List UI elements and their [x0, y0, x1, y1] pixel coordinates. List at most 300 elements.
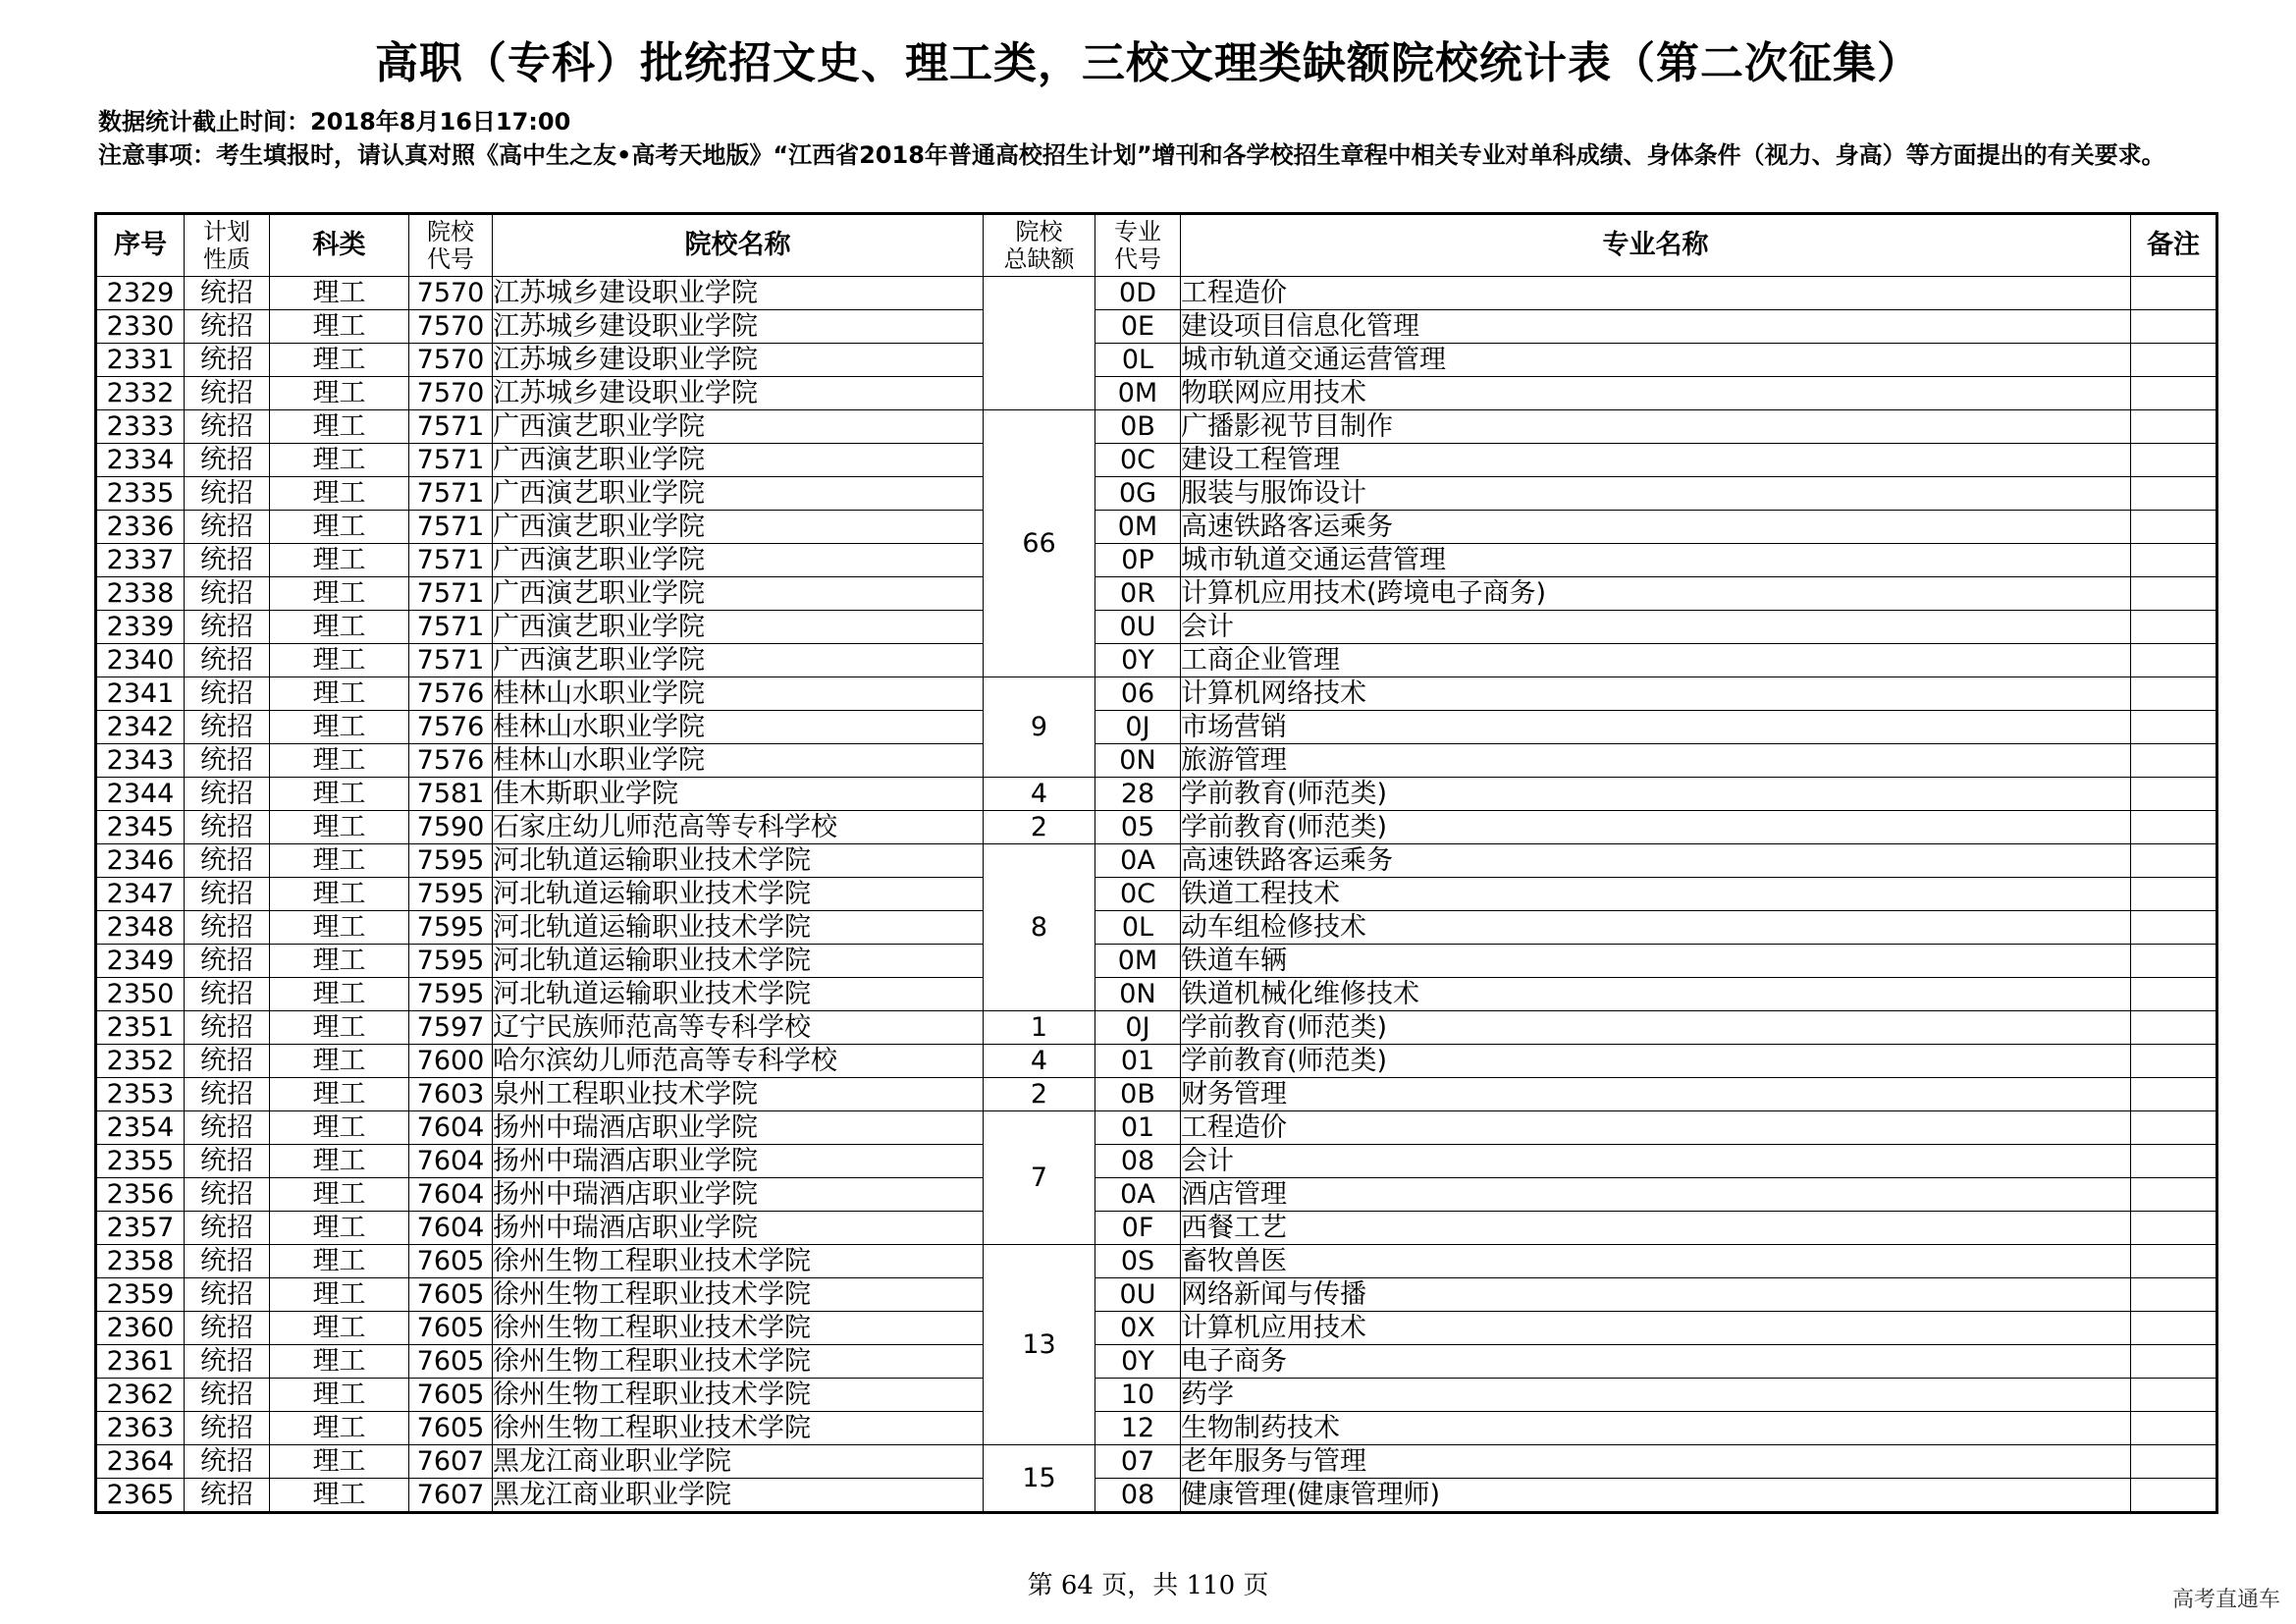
cell-plan: 统招 — [185, 1078, 270, 1111]
cell-seq: 2356 — [96, 1178, 185, 1212]
cell-school-code: 7571 — [409, 611, 493, 644]
cell-category: 理工 — [270, 1178, 409, 1212]
cell-plan: 统招 — [185, 1278, 270, 1312]
table-row — [96, 1078, 2217, 1111]
cell-seq: 2333 — [96, 410, 185, 444]
cell-vacancy: 13 — [984, 1245, 1095, 1445]
cell-category: 理工 — [270, 477, 409, 511]
cell-plan: 统招 — [185, 1445, 270, 1479]
cell-major-name: 畜牧兽医 — [1181, 1245, 2131, 1278]
cell-major-code: 08 — [1095, 1479, 1181, 1513]
cell-school-name: 江苏城乡建设职业学院 — [493, 310, 984, 344]
cell-major-code: 0B — [1095, 410, 1181, 444]
table-row — [96, 1479, 2217, 1513]
table-row — [96, 277, 2217, 310]
cell-remark — [2131, 1178, 2217, 1212]
cell-school-code: 7595 — [409, 844, 493, 878]
cell-plan: 统招 — [185, 277, 270, 310]
deadline-note: 数据统计截止时间：2018年8月16日17:00 — [98, 108, 571, 135]
cell-category: 理工 — [270, 744, 409, 778]
cell-remark — [2131, 577, 2217, 611]
cell-plan: 统招 — [185, 310, 270, 344]
table-row — [96, 1245, 2217, 1278]
cell-major-name: 动车组检修技术 — [1181, 911, 2131, 945]
cell-vacancy: 2 — [984, 811, 1095, 844]
table-row — [96, 544, 2217, 577]
cell-remark — [2131, 1078, 2217, 1111]
cell-remark — [2131, 1145, 2217, 1178]
cell-school-code: 7595 — [409, 945, 493, 978]
cell-major-code: 01 — [1095, 1111, 1181, 1145]
cell-major-code: 0Y — [1095, 1345, 1181, 1379]
cell-school-code: 7603 — [409, 1078, 493, 1111]
cell-plan: 统招 — [185, 377, 270, 410]
cell-school-name: 扬州中瑞酒店职业学院 — [493, 1145, 984, 1178]
cell-category: 理工 — [270, 544, 409, 577]
cell-major-code: 0E — [1095, 310, 1181, 344]
cell-major-name: 计算机网络技术 — [1181, 677, 2131, 711]
cell-seq: 2344 — [96, 778, 185, 811]
cell-major-code: 0M — [1095, 377, 1181, 410]
cell-school-name: 河北轨道运输职业技术学院 — [493, 911, 984, 945]
cell-plan: 统招 — [185, 978, 270, 1011]
cell-major-name: 城市轨道交通运营管理 — [1181, 344, 2131, 377]
cell-major-code: 0C — [1095, 878, 1181, 911]
cell-school-code: 7590 — [409, 811, 493, 844]
cell-category: 理工 — [270, 511, 409, 544]
cell-major-name: 学前教育(师范类) — [1181, 778, 2131, 811]
cell-school-name: 河北轨道运输职业技术学院 — [493, 844, 984, 878]
cell-plan: 统招 — [185, 1178, 270, 1212]
cell-category: 理工 — [270, 945, 409, 978]
header-category: 科类 — [270, 214, 409, 277]
cell-plan: 统招 — [185, 444, 270, 477]
cell-plan: 统招 — [185, 344, 270, 377]
cell-seq: 2350 — [96, 978, 185, 1011]
cell-school-code: 7570 — [409, 277, 493, 310]
cell-remark — [2131, 377, 2217, 410]
cell-major-code: 0U — [1095, 1278, 1181, 1312]
table-row — [96, 577, 2217, 611]
cell-seq: 2352 — [96, 1045, 185, 1078]
cell-major-name: 工程造价 — [1181, 1111, 2131, 1145]
cell-school-code: 7605 — [409, 1245, 493, 1278]
cell-seq: 2335 — [96, 477, 185, 511]
cell-school-code: 7595 — [409, 878, 493, 911]
cell-category: 理工 — [270, 1078, 409, 1111]
header-major-code: 专业 代号 — [1095, 214, 1181, 277]
cell-seq: 2346 — [96, 844, 185, 878]
cell-major-code: 10 — [1095, 1379, 1181, 1412]
cell-major-code: 0A — [1095, 1178, 1181, 1212]
cell-seq: 2337 — [96, 544, 185, 577]
table-row — [96, 1212, 2217, 1245]
table-row — [96, 611, 2217, 644]
cell-remark — [2131, 1312, 2217, 1345]
cell-school-name: 扬州中瑞酒店职业学院 — [493, 1111, 984, 1145]
cell-remark — [2131, 711, 2217, 744]
cell-plan: 统招 — [185, 1412, 270, 1445]
cell-school-name: 河北轨道运输职业技术学院 — [493, 878, 984, 911]
page-title: 高职（专科）批统招文史、理工类，三校文理类缺额院校统计表（第二次征集） — [375, 38, 1921, 88]
cell-school-code: 7605 — [409, 1379, 493, 1412]
cell-school-name: 徐州生物工程职业技术学院 — [493, 1379, 984, 1412]
cell-major-code: 0L — [1095, 344, 1181, 377]
cell-plan: 统招 — [185, 611, 270, 644]
cell-school-code: 7605 — [409, 1312, 493, 1345]
cell-seq: 2353 — [96, 1078, 185, 1111]
cell-category: 理工 — [270, 310, 409, 344]
cell-seq: 2363 — [96, 1412, 185, 1445]
table-row — [96, 511, 2217, 544]
cell-category: 理工 — [270, 1412, 409, 1445]
table-row — [96, 978, 2217, 1011]
table-row — [96, 744, 2217, 778]
cell-plan: 统招 — [185, 577, 270, 611]
cell-category: 理工 — [270, 844, 409, 878]
cell-category: 理工 — [270, 577, 409, 611]
cell-remark — [2131, 1479, 2217, 1513]
cell-major-name: 财务管理 — [1181, 1078, 2131, 1111]
notice-text: 注意事项：考生填报时，请认真对照《高中生之友•高考天地版》“江西省2018年普通高校招生计划”增刊和各学校招生章程中相关专业对单科成绩、身体条件（视力、身高）等方面提出的有关要求。 — [98, 141, 2165, 169]
cell-seq: 2358 — [96, 1245, 185, 1278]
cell-seq: 2341 — [96, 677, 185, 711]
cell-major-name: 旅游管理 — [1181, 744, 2131, 778]
cell-school-name: 扬州中瑞酒店职业学院 — [493, 1212, 984, 1245]
cell-plan: 统招 — [185, 511, 270, 544]
cell-category: 理工 — [270, 878, 409, 911]
cell-category: 理工 — [270, 1145, 409, 1178]
cell-school-name: 江苏城乡建设职业学院 — [493, 277, 984, 310]
cell-school-code: 7571 — [409, 544, 493, 577]
cell-major-name: 计算机应用技术 — [1181, 1312, 2131, 1345]
cell-seq: 2361 — [96, 1345, 185, 1379]
cell-school-name: 徐州生物工程职业技术学院 — [493, 1278, 984, 1312]
table-row — [96, 1178, 2217, 1212]
cell-major-code: 0D — [1095, 277, 1181, 310]
cell-category: 理工 — [270, 644, 409, 677]
cell-school-name: 扬州中瑞酒店职业学院 — [493, 1178, 984, 1212]
cell-school-code: 7571 — [409, 577, 493, 611]
table-row — [96, 410, 2217, 444]
table-row — [96, 1111, 2217, 1145]
cell-remark — [2131, 1412, 2217, 1445]
cell-vacancy: 4 — [984, 1045, 1095, 1078]
table-row — [96, 778, 2217, 811]
cell-vacancy: 9 — [984, 677, 1095, 778]
cell-major-code: 0M — [1095, 511, 1181, 544]
cell-major-name: 西餐工艺 — [1181, 1212, 2131, 1245]
cell-major-name: 老年服务与管理 — [1181, 1445, 2131, 1479]
cell-seq: 2336 — [96, 511, 185, 544]
cell-major-code: 12 — [1095, 1412, 1181, 1445]
cell-school-code: 7604 — [409, 1178, 493, 1212]
cell-plan: 统招 — [185, 477, 270, 511]
cell-major-name: 电子商务 — [1181, 1345, 2131, 1379]
cell-remark — [2131, 978, 2217, 1011]
cell-remark — [2131, 945, 2217, 978]
cell-seq: 2349 — [96, 945, 185, 978]
cell-seq: 2359 — [96, 1278, 185, 1312]
cell-school-code: 7595 — [409, 911, 493, 945]
table-row — [96, 844, 2217, 878]
cell-school-name: 黑龙江商业职业学院 — [493, 1479, 984, 1513]
cell-remark — [2131, 644, 2217, 677]
cell-category: 理工 — [270, 711, 409, 744]
cell-remark — [2131, 677, 2217, 711]
header-major-name: 专业名称 — [1181, 214, 2131, 277]
cell-school-name: 徐州生物工程职业技术学院 — [493, 1245, 984, 1278]
cell-school-code: 7600 — [409, 1045, 493, 1078]
cell-category: 理工 — [270, 1345, 409, 1379]
cell-major-code: 0M — [1095, 945, 1181, 978]
cell-major-code: 08 — [1095, 1145, 1181, 1178]
cell-major-name: 学前教育(师范类) — [1181, 1045, 2131, 1078]
cell-category: 理工 — [270, 1312, 409, 1345]
table-header-row — [96, 214, 2217, 277]
cell-plan: 统招 — [185, 911, 270, 945]
cell-seq: 2345 — [96, 811, 185, 844]
cell-school-code: 7604 — [409, 1111, 493, 1145]
cell-seq: 2329 — [96, 277, 185, 310]
page-footer: 第 64 页，共 110 页 — [1027, 1571, 1269, 1600]
cell-major-name: 铁道机械化维修技术 — [1181, 978, 2131, 1011]
table-row — [96, 878, 2217, 911]
cell-seq: 2351 — [96, 1011, 185, 1045]
table-row — [96, 711, 2217, 744]
table-row — [96, 677, 2217, 711]
cell-major-code: 0F — [1095, 1212, 1181, 1245]
cell-major-name: 学前教育(师范类) — [1181, 1011, 2131, 1045]
cell-school-name: 广西演艺职业学院 — [493, 611, 984, 644]
cell-school-code: 7607 — [409, 1479, 493, 1513]
cell-school-code: 7570 — [409, 344, 493, 377]
cell-seq: 2340 — [96, 644, 185, 677]
cell-major-name: 工程造价 — [1181, 277, 2131, 310]
header-seq: 序号 — [96, 214, 185, 277]
cell-plan: 统招 — [185, 1379, 270, 1412]
cell-plan: 统招 — [185, 1111, 270, 1145]
cell-school-name: 黑龙江商业职业学院 — [493, 1445, 984, 1479]
cell-school-code: 7581 — [409, 778, 493, 811]
cell-school-name: 辽宁民族师范高等专科学校 — [493, 1011, 984, 1045]
cell-remark — [2131, 310, 2217, 344]
cell-major-code: 0P — [1095, 544, 1181, 577]
cell-major-code: 0J — [1095, 711, 1181, 744]
cell-plan: 统招 — [185, 778, 270, 811]
cell-seq: 2343 — [96, 744, 185, 778]
cell-category: 理工 — [270, 1479, 409, 1513]
cell-school-code: 7571 — [409, 511, 493, 544]
cell-school-code: 7571 — [409, 444, 493, 477]
cell-school-name: 广西演艺职业学院 — [493, 477, 984, 511]
cell-remark — [2131, 744, 2217, 778]
cell-remark — [2131, 1011, 2217, 1045]
cell-remark — [2131, 811, 2217, 844]
cell-plan: 统招 — [185, 1245, 270, 1278]
cell-plan: 统招 — [185, 878, 270, 911]
cell-school-code: 7604 — [409, 1145, 493, 1178]
cell-remark — [2131, 1345, 2217, 1379]
header-school-code: 院校 代号 — [409, 214, 493, 277]
cell-category: 理工 — [270, 444, 409, 477]
cell-category: 理工 — [270, 1379, 409, 1412]
cell-remark — [2131, 444, 2217, 477]
cell-remark — [2131, 878, 2217, 911]
cell-plan: 统招 — [185, 945, 270, 978]
table-row — [96, 644, 2217, 677]
cell-major-code: 07 — [1095, 1445, 1181, 1479]
cell-seq: 2348 — [96, 911, 185, 945]
cell-category: 理工 — [270, 1278, 409, 1312]
cell-plan: 统招 — [185, 1479, 270, 1513]
cell-plan: 统招 — [185, 644, 270, 677]
cell-school-name: 江苏城乡建设职业学院 — [493, 344, 984, 377]
cell-vacancy — [984, 277, 1095, 410]
cell-school-code: 7570 — [409, 310, 493, 344]
cell-category: 理工 — [270, 611, 409, 644]
cell-school-name: 广西演艺职业学院 — [493, 577, 984, 611]
cell-vacancy: 2 — [984, 1078, 1095, 1111]
cell-category: 理工 — [270, 1011, 409, 1045]
cell-school-name: 广西演艺职业学院 — [493, 644, 984, 677]
cell-major-code: 0L — [1095, 911, 1181, 945]
cell-school-name: 泉州工程职业技术学院 — [493, 1078, 984, 1111]
cell-plan: 统招 — [185, 544, 270, 577]
cell-seq: 2364 — [96, 1445, 185, 1479]
cell-school-code: 7571 — [409, 477, 493, 511]
cell-plan: 统招 — [185, 1145, 270, 1178]
cell-school-name: 江苏城乡建设职业学院 — [493, 377, 984, 410]
cell-plan: 统招 — [185, 410, 270, 444]
cell-remark — [2131, 1245, 2217, 1278]
cell-school-code: 7571 — [409, 410, 493, 444]
watermark: 高考直通车 — [2171, 1588, 2280, 1612]
table-row — [96, 377, 2217, 410]
cell-school-code: 7605 — [409, 1345, 493, 1379]
cell-seq: 2355 — [96, 1145, 185, 1178]
cell-major-name: 药学 — [1181, 1379, 2131, 1412]
cell-major-name: 健康管理(健康管理师) — [1181, 1479, 2131, 1513]
table-row — [96, 911, 2217, 945]
cell-remark — [2131, 1111, 2217, 1145]
cell-major-name: 会计 — [1181, 1145, 2131, 1178]
cell-major-name: 市场营销 — [1181, 711, 2131, 744]
header-school-name: 院校名称 — [493, 214, 984, 277]
cell-plan: 统招 — [185, 1011, 270, 1045]
cell-seq: 2330 — [96, 310, 185, 344]
cell-seq: 2357 — [96, 1212, 185, 1245]
cell-major-code: 0U — [1095, 611, 1181, 644]
cell-seq: 2362 — [96, 1379, 185, 1412]
cell-vacancy: 66 — [984, 410, 1095, 677]
table-body — [96, 277, 2217, 1513]
cell-major-name: 学前教育(师范类) — [1181, 811, 2131, 844]
cell-major-name: 广播影视节目制作 — [1181, 410, 2131, 444]
table-row — [96, 444, 2217, 477]
header-vacancy: 院校 总缺额 — [984, 214, 1095, 277]
cell-plan: 统招 — [185, 844, 270, 878]
cell-category: 理工 — [270, 677, 409, 711]
cell-remark — [2131, 410, 2217, 444]
cell-plan: 统招 — [185, 744, 270, 778]
cell-major-code: 0S — [1095, 1245, 1181, 1278]
cell-school-name: 河北轨道运输职业技术学院 — [493, 945, 984, 978]
cell-category: 理工 — [270, 978, 409, 1011]
cell-category: 理工 — [270, 1212, 409, 1245]
cell-category: 理工 — [270, 1245, 409, 1278]
cell-school-name: 徐州生物工程职业技术学院 — [493, 1312, 984, 1345]
cell-seq: 2332 — [96, 377, 185, 410]
cell-school-name: 广西演艺职业学院 — [493, 410, 984, 444]
cell-major-code: 0X — [1095, 1312, 1181, 1345]
cell-remark — [2131, 1045, 2217, 1078]
table-row — [96, 945, 2217, 978]
cell-major-name: 高速铁路客运乘务 — [1181, 844, 2131, 878]
cell-remark — [2131, 1278, 2217, 1312]
cell-school-code: 7576 — [409, 677, 493, 711]
cell-seq: 2338 — [96, 577, 185, 611]
cell-major-code: 0C — [1095, 444, 1181, 477]
cell-school-name: 哈尔滨幼儿师范高等专科学校 — [493, 1045, 984, 1078]
cell-category: 理工 — [270, 778, 409, 811]
table-row — [96, 1278, 2217, 1312]
cell-major-name: 网络新闻与传播 — [1181, 1278, 2131, 1312]
table-row — [96, 1345, 2217, 1379]
cell-school-name: 徐州生物工程职业技术学院 — [493, 1412, 984, 1445]
cell-plan: 统招 — [185, 811, 270, 844]
cell-major-name: 物联网应用技术 — [1181, 377, 2131, 410]
cell-school-name: 徐州生物工程职业技术学院 — [493, 1345, 984, 1379]
cell-major-code: 0Y — [1095, 644, 1181, 677]
cell-plan: 统招 — [185, 1312, 270, 1345]
cell-major-name: 生物制药技术 — [1181, 1412, 2131, 1445]
vacancy-table — [94, 212, 2218, 1514]
cell-major-code: 0J — [1095, 1011, 1181, 1045]
cell-vacancy: 15 — [984, 1445, 1095, 1513]
cell-seq: 2331 — [96, 344, 185, 377]
cell-major-code: 0N — [1095, 978, 1181, 1011]
table-row — [96, 344, 2217, 377]
cell-school-name: 石家庄幼儿师范高等专科学校 — [493, 811, 984, 844]
cell-remark — [2131, 1445, 2217, 1479]
cell-major-name: 铁道工程技术 — [1181, 878, 2131, 911]
cell-major-code: 0R — [1095, 577, 1181, 611]
cell-vacancy: 8 — [984, 844, 1095, 1011]
cell-school-name: 广西演艺职业学院 — [493, 544, 984, 577]
cell-plan: 统招 — [185, 1212, 270, 1245]
table-row — [96, 1379, 2217, 1412]
cell-remark — [2131, 477, 2217, 511]
cell-seq: 2334 — [96, 444, 185, 477]
cell-major-code: 0B — [1095, 1078, 1181, 1111]
cell-seq: 2347 — [96, 878, 185, 911]
cell-school-name: 广西演艺职业学院 — [493, 444, 984, 477]
cell-remark — [2131, 511, 2217, 544]
cell-school-code: 7595 — [409, 978, 493, 1011]
cell-school-code: 7605 — [409, 1278, 493, 1312]
cell-major-name: 酒店管理 — [1181, 1178, 2131, 1212]
cell-category: 理工 — [270, 911, 409, 945]
cell-school-code: 7576 — [409, 744, 493, 778]
cell-remark — [2131, 911, 2217, 945]
header-remark: 备注 — [2131, 214, 2217, 277]
table-row — [96, 811, 2217, 844]
cell-remark — [2131, 778, 2217, 811]
cell-school-code: 7604 — [409, 1212, 493, 1245]
cell-school-code: 7570 — [409, 377, 493, 410]
table-row — [96, 1045, 2217, 1078]
